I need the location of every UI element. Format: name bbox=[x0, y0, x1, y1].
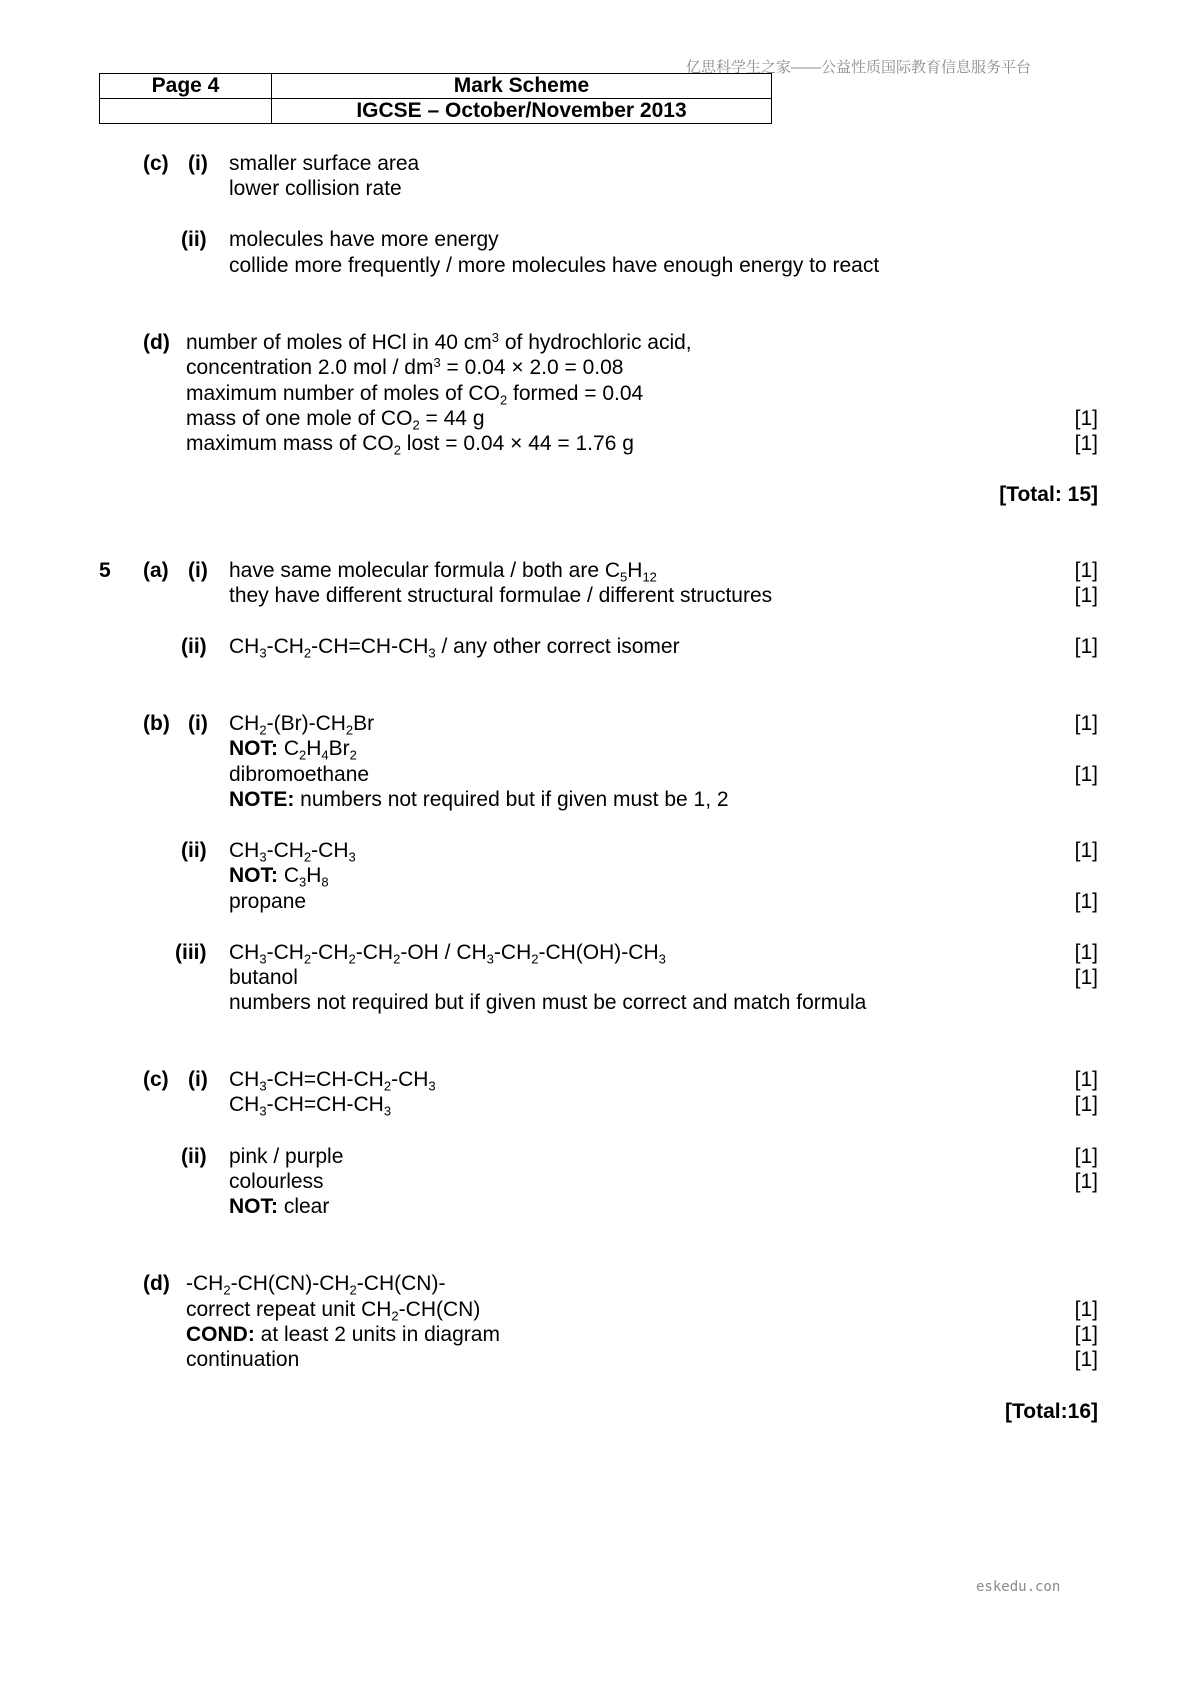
q4-c-i-label: (i) bbox=[188, 152, 208, 175]
q5-c-i-mark-2: [1] bbox=[1074, 1093, 1098, 1116]
q5-d-mark-3: [1] bbox=[1074, 1348, 1098, 1371]
q5-c-ii-not: NOT: clear bbox=[229, 1195, 330, 1218]
q5-c-i-label: (i) bbox=[188, 1068, 208, 1091]
q5-b-ii-not: NOT: $C_3H_8$ bbox=[229, 864, 329, 890]
q5-b-i-not: NOT: $C_2H_4Br_2$ bbox=[229, 737, 357, 763]
q5-c-i-line2: $CH_3-CH=CH-CH_3$ bbox=[229, 1093, 392, 1119]
q5-b-i-formula: $CH_2-(Br)-CH_2Br$ bbox=[229, 712, 375, 738]
q5-d-line4: continuation bbox=[186, 1348, 300, 1371]
q5-a-ii-label: (ii) bbox=[181, 635, 207, 658]
q4-c-label: (c) bbox=[143, 152, 169, 175]
page-label: Page 4 bbox=[100, 74, 272, 99]
q5-b-iii-mark-2: [1] bbox=[1074, 966, 1098, 989]
q5-b-ii-name: propane bbox=[229, 890, 307, 913]
q5-d-mark-2: [1] bbox=[1074, 1323, 1098, 1346]
q5-b-iii-formula: $CH_3-CH_2-CH_2-CH_2-OH / CH_3-CH_2-CH(OH)-CH_3$ bbox=[229, 941, 666, 967]
q5-c-ii-line1: pink / purple bbox=[229, 1145, 344, 1168]
q5-number: 5 bbox=[99, 559, 111, 582]
q5-c-label: (c) bbox=[143, 1068, 169, 1091]
q4-d-mark-2: [1] bbox=[1074, 432, 1098, 455]
q5-a-ii-mark: [1] bbox=[1074, 635, 1098, 658]
document-title: Mark Scheme bbox=[272, 74, 772, 99]
q5-d-line1: $-CH_2-CH(CN)-CH_2-CH(CN)-$ bbox=[186, 1272, 446, 1298]
q5-b-iii-label: (iii) bbox=[175, 941, 207, 964]
header-table bbox=[99, 73, 772, 124]
q4-d-line1: number of moles of HCl in 40 $cm^3$ of hydrochloric acid, bbox=[186, 329, 692, 354]
q5-b-iii-mark-1: [1] bbox=[1074, 941, 1098, 964]
q5-d-line3: COND: at least 2 units in diagram bbox=[186, 1323, 500, 1346]
header-blank-cell bbox=[100, 99, 272, 124]
exam-title: IGCSE – October/November 2013 bbox=[272, 99, 772, 124]
watermark-top: 亿思科学生之家——公益性质国际教育信息服务平台 bbox=[686, 59, 1032, 76]
q5-b-i-label: (i) bbox=[188, 712, 208, 735]
q5-b-ii-mark-1: [1] bbox=[1074, 839, 1098, 862]
q5-a-i-line1: have same molecular formula / both are $C_5H_{12}$ bbox=[229, 559, 657, 585]
q4-d-line3: maximum number of moles of $CO_2$ formed = 0.04 bbox=[186, 382, 644, 408]
q4-d-line4: mass of one mole of $CO_2 = 44$ g bbox=[186, 407, 485, 433]
q4-c-ii-label: (ii) bbox=[181, 228, 207, 251]
q5-c-ii-line2: colourless bbox=[229, 1170, 324, 1193]
q5-a-i-mark-1: [1] bbox=[1074, 559, 1098, 582]
q5-c-ii-label: (ii) bbox=[181, 1145, 207, 1168]
q5-d-line2: correct repeat unit $CH_2-CH(CN)$ bbox=[186, 1298, 481, 1324]
q4-total: [Total: 15] bbox=[999, 483, 1098, 506]
q5-b-ii-formula: $CH_3-CH_2-CH_3$ bbox=[229, 839, 356, 865]
q5-c-i-mark-1: [1] bbox=[1074, 1068, 1098, 1091]
q5-b-i-mark-1: [1] bbox=[1074, 712, 1098, 735]
q5-a-i-line2: they have different structural formulae / different structures bbox=[229, 584, 773, 607]
q5-a-label: (a) bbox=[143, 559, 169, 582]
q4-c-i-line2: lower collision rate bbox=[229, 177, 402, 200]
q4-d-line2: concentration 2.0 mol / $dm^3 = 0.04 \times 2.0 = 0.08$ bbox=[186, 354, 624, 379]
q4-c-ii-line2: collide more frequently / more molecules have enough energy to react bbox=[229, 254, 880, 277]
q5-a-i-mark-2: [1] bbox=[1074, 584, 1098, 607]
q5-b-iii-name: butanol bbox=[229, 966, 298, 989]
q4-c-i-line1: smaller surface area bbox=[229, 152, 420, 175]
q5-b-i-name: dibromoethane bbox=[229, 763, 370, 786]
q5-c-ii-mark-2: [1] bbox=[1074, 1170, 1098, 1193]
q5-total: [Total:16] bbox=[1005, 1400, 1098, 1423]
q5-c-i-line1: $CH_3-CH=CH-CH_2-CH_3$ bbox=[229, 1068, 436, 1094]
q5-b-ii-mark-2: [1] bbox=[1074, 890, 1098, 913]
q4-d-mark-1: [1] bbox=[1074, 407, 1098, 430]
q5-d-mark-1: [1] bbox=[1074, 1298, 1098, 1321]
q4-c-ii-line1: molecules have more energy bbox=[229, 228, 499, 251]
q5-c-ii-mark-1: [1] bbox=[1074, 1145, 1098, 1168]
q4-d-line5: maximum mass of $CO_2$ lost = 0.04 × 44 = 1.76 g bbox=[186, 432, 634, 458]
q5-b-label: (b) bbox=[143, 712, 170, 735]
q5-b-i-mark-2: [1] bbox=[1074, 763, 1098, 786]
q5-a-i-label: (i) bbox=[188, 559, 208, 582]
q5-d-label: (d) bbox=[143, 1272, 170, 1295]
q5-b-ii-label: (ii) bbox=[181, 839, 207, 862]
watermark-bottom: eskedu.con bbox=[976, 1579, 1061, 1595]
q5-b-i-note: NOTE: numbers not required but if given must be 1, 2 bbox=[229, 788, 729, 811]
q5-b-iii-note: numbers not required but if given must be correct and match formula bbox=[229, 991, 867, 1014]
q5-a-ii-line: $CH_3-CH_2-CH=CH-CH_3$ / any other correct isomer bbox=[229, 635, 680, 661]
q4-d-label: (d) bbox=[143, 331, 170, 354]
